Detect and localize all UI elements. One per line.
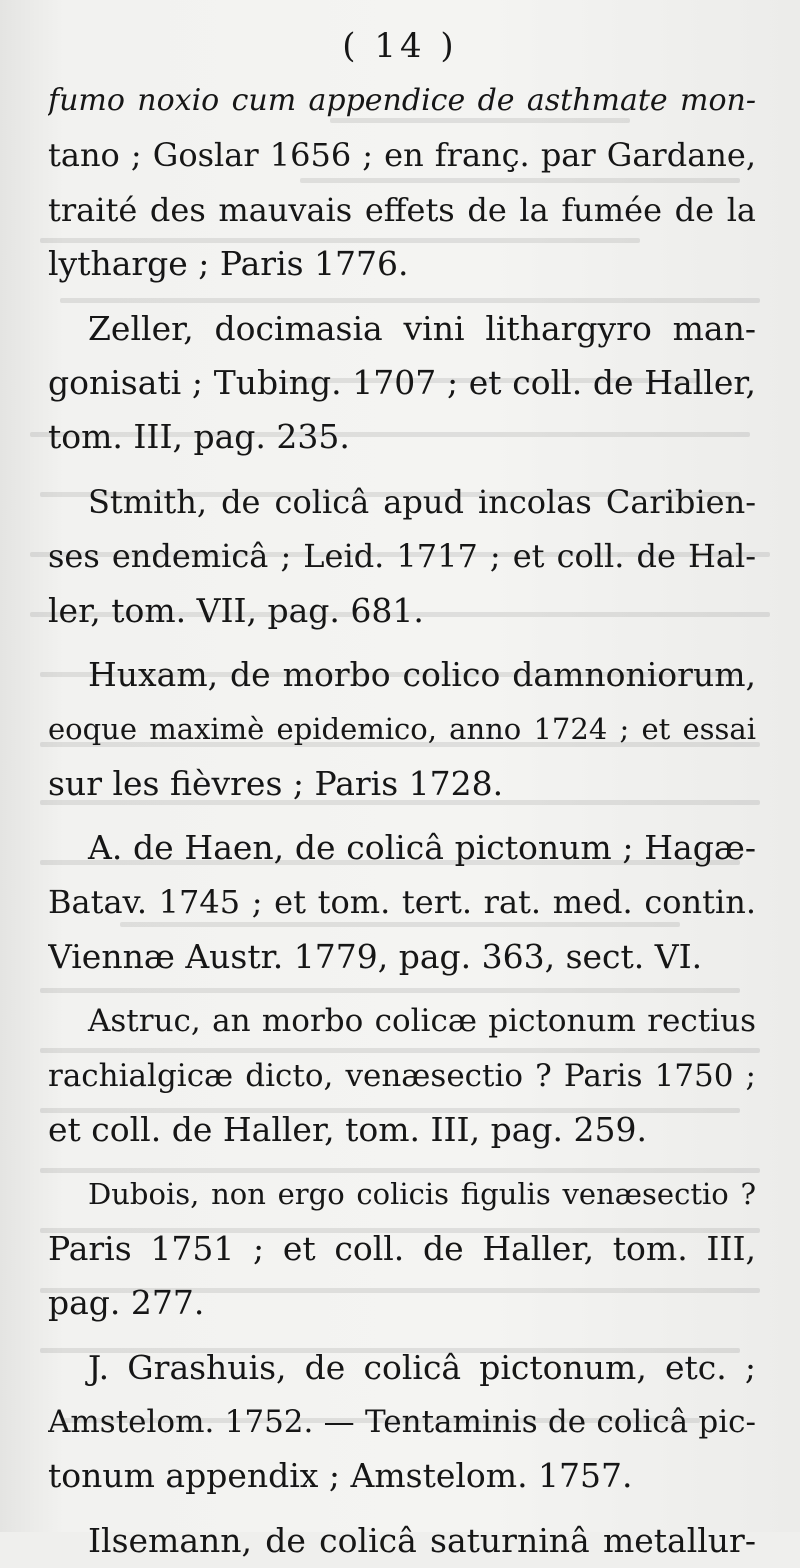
entry-line: Huxam, de morbo colico damnoniorum, bbox=[88, 654, 756, 694]
entry-line: J. Grashuis, de colicâ pictonum, etc. ; bbox=[88, 1347, 756, 1387]
text-line: Batav. 1745 ; et tom. tert. rat. med. contin. bbox=[48, 883, 756, 922]
text-line: gonisati ; Tubing. 1707 ; et coll. de Haller, bbox=[48, 362, 756, 402]
text-line: Viennæ Austr. 1779, pag. 363, sect. VI. bbox=[48, 936, 703, 976]
text-line: ses endemicâ ; Leid. 1717 ; et coll. de Hal- bbox=[48, 537, 756, 576]
text-line: et coll. de Haller, tom. III, pag. 259. bbox=[48, 1110, 647, 1150]
text-line: fumo noxio cum appendice de asthmate mon- bbox=[48, 83, 756, 118]
entry-line: Zeller, docimasia vini lithargyro man- bbox=[88, 308, 756, 348]
entry-line: Stmith, de colicâ apud incolas Caribien- bbox=[88, 482, 756, 521]
entry-line: Ilsemann, de colicâ saturninâ metallur- bbox=[88, 1520, 756, 1560]
bibliography-text bbox=[48, 74, 756, 1568]
text-line: tano ; Goslar 1656 ; en franç. par Gardane, bbox=[48, 136, 756, 175]
entry-line: A. de Haen, de colicâ pictonum ; Hagæ- bbox=[88, 828, 756, 868]
text-line: Paris 1751 ; et coll. de Haller, tom. III, bbox=[48, 1228, 756, 1268]
text-line: pag. 277. bbox=[48, 1283, 205, 1323]
text-line: rachialgicæ dicto, venæsectio ? Paris 1750 ; bbox=[48, 1057, 756, 1094]
text-line: ler, tom. VII, pag. 681. bbox=[48, 590, 424, 630]
text-line: tonum appendix ; Amstelom. 1757. bbox=[48, 1456, 633, 1496]
text-line: eoque maximè epidemico, anno 1724 ; et essai bbox=[48, 712, 756, 747]
text-line: Amstelom. 1752. — Tentaminis de colicâ pic- bbox=[48, 1403, 756, 1440]
entry-line: Dubois, non ergo colicis figulis venæsectio ? bbox=[88, 1177, 756, 1212]
entry-line: Astruc, an morbo colicæ pictonum rectius bbox=[88, 1003, 756, 1040]
page-number: ( 14 ) bbox=[342, 26, 458, 66]
text-line: traité des mauvais effets de la fumée de la bbox=[48, 190, 756, 229]
text-line: lytharge ; Paris 1776. bbox=[48, 244, 409, 284]
text-line: tom. III, pag. 235. bbox=[48, 417, 350, 457]
text-line: sur les fièvres ; Paris 1728. bbox=[48, 763, 504, 803]
